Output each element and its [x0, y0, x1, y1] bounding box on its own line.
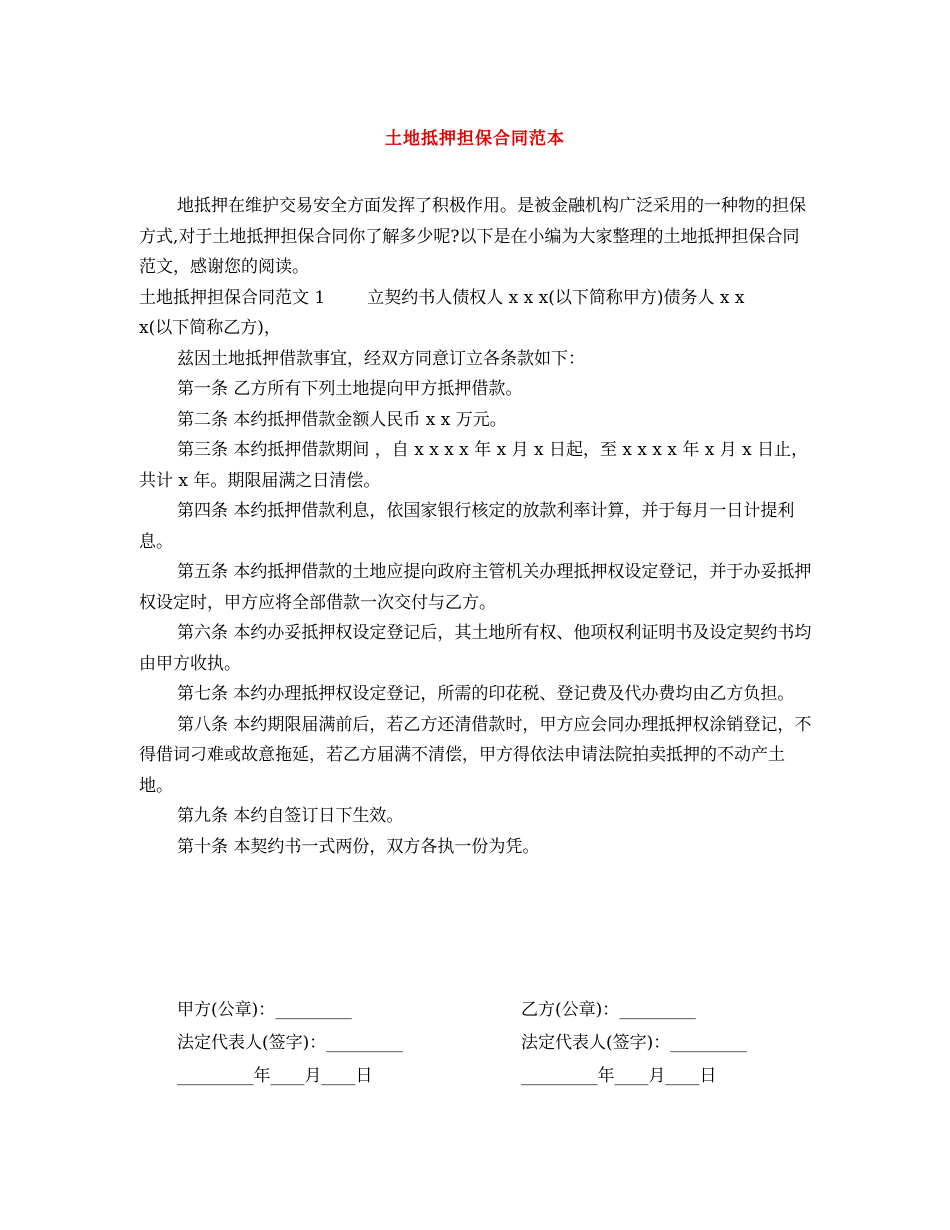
article-10: 第十条 本契约书一式两份，双方各执一份为凭。: [177, 836, 540, 857]
party-b-seal: 乙方(公章)：_________: [521, 1000, 696, 1020]
sample-heading: 土地抵押担保合同范文 1: [139, 287, 326, 308]
document-body: [139, 191, 814, 862]
parties-line-2: x(以下简称乙方)，: [139, 318, 281, 338]
intro-paragraph: 地抵押在维护交易安全方面发挥了积极作用。是被金融机构广泛采用的一种物的担保方式,对于土地抵押担保合同你了解多少呢?以下是在小编为大家整理的土地抵押担保合同范文，感谢您的阅读。: [139, 196, 806, 277]
article-8: 第八条 本约期限届满前后，若乙方还清借款时，甲方应会同办理抵押权涂销登记，不得借词刁难或故意拖延，若乙方届满不清偿，甲方得依法申请法院拍卖抵押的不动产土地。: [139, 714, 812, 796]
party-b-representative: 法定代表人(签字)：_________: [521, 1033, 747, 1053]
preamble: 兹因土地抵押借款事宜，经双方同意订立各条款如下：: [177, 348, 585, 369]
parties-line-1: 立契约书人债权人 x x x(以下简称甲方)债务人 x x: [367, 287, 745, 308]
document-title: 土地抵押担保合同范本: [385, 129, 565, 149]
article-3: 第三条 本约抵押借款期间 ，自 x x x x 年 x 月 x 日起，至 x x x x 年 x 月 x 日止，共计 x 年。期限届满之日清偿。: [139, 440, 809, 491]
party-a-seal: 甲方(公章)：_________: [177, 1000, 352, 1020]
article-2: 第二条 本约抵押借款金额人民币 x x 万元。: [177, 409, 507, 430]
party-a-date: _________年____月____日: [177, 1066, 373, 1086]
article-6: 第六条 本约办妥抵押权设定登记后，其土地所有权、他项权利证明书及设定契约书均由甲方收执。: [139, 623, 812, 674]
article-9: 第九条 本约自签订日下生效。: [177, 806, 404, 826]
party-b-date: _________年____月____日: [521, 1066, 717, 1086]
party-a-representative: 法定代表人(签字)：_________: [177, 1033, 403, 1053]
article-7: 第七条 本约办理抵押权设定登记，所需的印花税、登记费及代办费均由乙方负担。: [177, 684, 795, 704]
article-1: 第一条 乙方所有下列土地提向甲方抵押借款。: [177, 379, 523, 399]
sample-heading-line: [139, 283, 814, 314]
article-5: 第五条 本约抵押借款的土地应提向政府主管机关办理抵押权设定登记，并于办妥抵押权设定时，甲方应将全部借款一次交付与乙方。: [139, 562, 812, 613]
article-4: 第四条 本约抵押借款利息，依国家银行核定的放款利率计算，并于每月一日计提利息。: [139, 501, 795, 552]
